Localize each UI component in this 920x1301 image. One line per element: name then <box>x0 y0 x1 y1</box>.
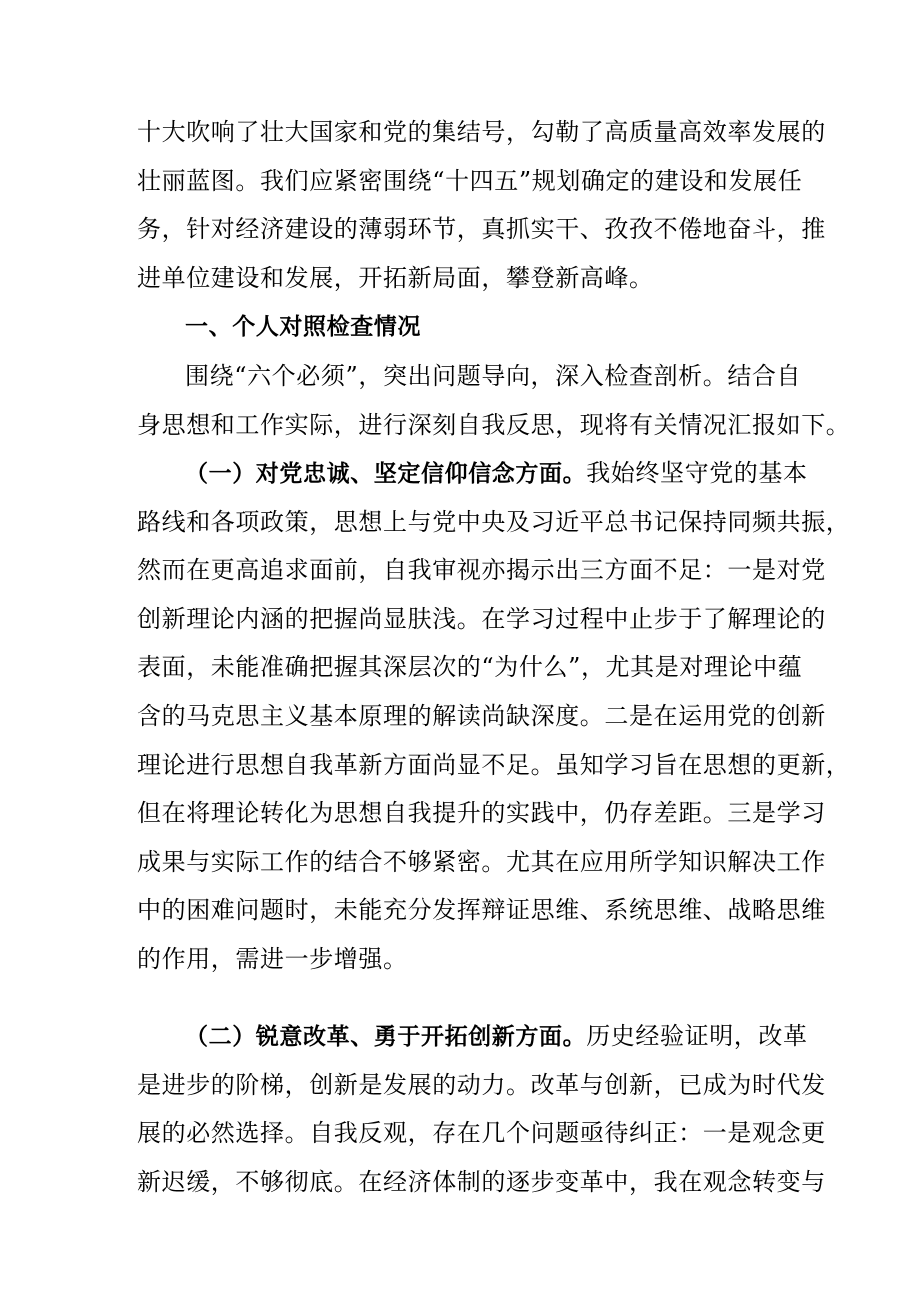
paragraph-line: 理论进行思想自我革新方面尚显不足。虽知学习旨在思想的更新， <box>137 750 851 779</box>
paragraph-line: 但在将理论转化为思想自我提升的实践中，仍存差距。三是学习 <box>137 799 826 828</box>
paragraph-line: 围绕“六个必须”，突出问题导向，深入检查剖析。结合自 <box>185 362 802 390</box>
opening-paragraph <box>137 108 826 302</box>
paragraph-line: 新迟缓，不够彻底。在经济体制的逐步变革中，我在观念转变与 <box>137 1167 826 1196</box>
subsection-2-title: （二）锐意改革、勇于开拓创新方面。 <box>185 1024 587 1050</box>
paragraph-line: 创新理论内涵的把握尚显肤浅。在学习过程中止步于了解理论的 <box>137 604 826 633</box>
subsection-2 <box>137 1012 826 1206</box>
paragraph-line: 路线和各项政策，思想上与党中央及习近平总书记保持同频共振， <box>137 507 851 536</box>
section-heading-block <box>137 303 797 352</box>
subsection-1-title: （一）对党忠诚、坚定信仰信念方面。 <box>185 461 587 487</box>
paragraph-line: 然而在更高追求面前，自我审视亦揭示出三方面不足：一是对党 <box>137 556 826 585</box>
subsection-1 <box>137 449 851 984</box>
subsection-1-first-text: 我始终坚守党的基本 <box>586 459 808 487</box>
paragraph-line: 进单位建设和发展，开拓新局面，攀登新高峰。 <box>137 263 654 292</box>
paragraph-line: 成果与实际工作的结合不够紧密。尤其在应用所学知识解决工作 <box>137 847 826 876</box>
paragraph-line: 的作用，需进一步增强。 <box>137 944 408 973</box>
subsection-2-first-text: 历史经验证明，改革 <box>586 1022 808 1050</box>
paragraph-line: 身思想和工作实际，进行深刻自我反思，现将有关情况汇报如下。 <box>137 410 851 439</box>
paragraph-line: 中的困难问题时，未能充分发挥辩证思维、系统思维、战略思维 <box>137 896 826 925</box>
intro-paragraph <box>137 352 851 449</box>
subsection-1-first-line <box>137 449 808 498</box>
subsection-2-first-line <box>137 1012 808 1061</box>
paragraph-line: 表面，未能准确把握其深层次的“为什么”，尤其是对理论中蕴 <box>137 653 803 682</box>
paragraph-line: 含的马克思主义基本原理的解读尚缺深度。二是在运用党的创新 <box>137 701 826 730</box>
paragraph-line: 是进步的阶梯，创新是发展的动力。改革与创新，已成为时代发 <box>137 1070 826 1099</box>
paragraph-line: 展的必然选择。自我反观，存在几个问题亟待纠正：一是观念更 <box>137 1119 826 1148</box>
section-heading: 一、个人对照检查情况 <box>185 314 421 340</box>
paragraph-line: 壮丽蓝图。我们应紧密围绕“十四五”规划确定的建设和发展任 <box>137 166 803 195</box>
paragraph-line: 十大吹响了壮大国家和党的集结号，勾勒了高质量高效率发展的 <box>137 118 826 146</box>
paragraph-line: 务，针对经济建设的薄弱环节，真抓实干、孜孜不倦地奋斗，推 <box>137 215 826 244</box>
